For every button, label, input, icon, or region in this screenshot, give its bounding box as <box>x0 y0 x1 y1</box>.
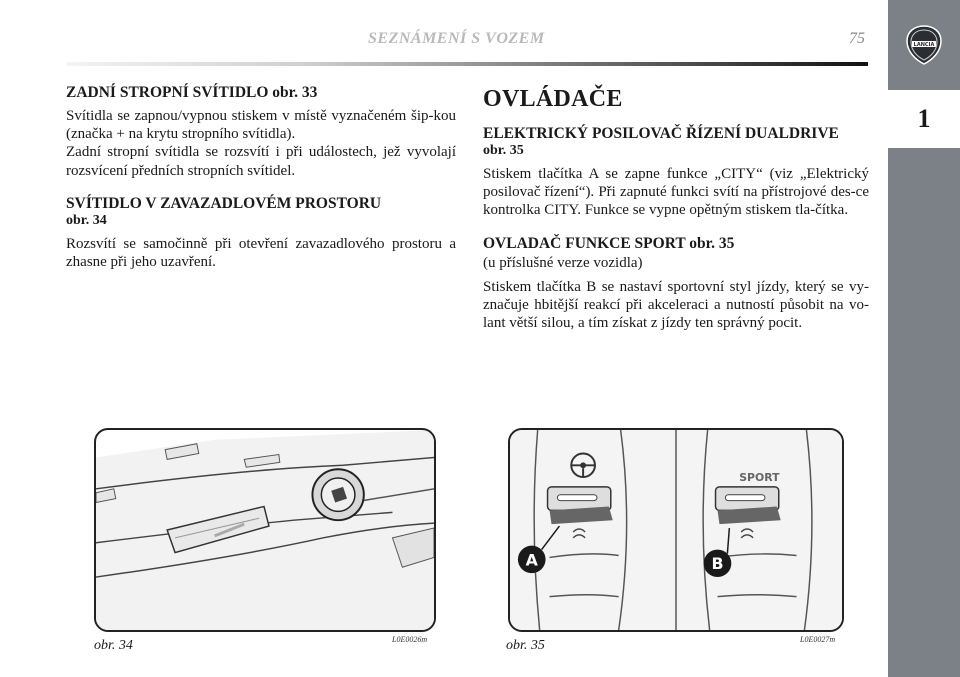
running-header-title: SEZNÁMENÍ S VOZEM <box>368 30 545 47</box>
sport-label: SPORT <box>739 471 780 484</box>
luggage-light-p1: Rozsvítí se samočinně při otevření zavazadlového prostoru a zhasne při jeho uzavření. <box>66 235 456 271</box>
button-b-label: B <box>711 554 724 574</box>
sport-p1: Stiskem tlačítka B se nastaví sportovní styl jízdy, který se vy-značuje hbitější reakcí při akceleraci a nutností působit na vo-lant větší silou, a tím získat z jízdy ten správný pocit. <box>483 278 869 332</box>
figure-34-caption: obr. 34 <box>94 638 133 653</box>
figure-34-code: L0E0026m <box>392 635 428 644</box>
rear-ceiling-light-p2: Zadní stropní svítidla se rozsvítí i při událostech, jež vyvolají rozsvícení předních stropních svítidel. <box>66 144 456 179</box>
figure-35-caption: obr. 35 <box>506 638 545 653</box>
svg-text:LANCIA: LANCIA <box>913 42 935 49</box>
rear-ceiling-light-title: ZADNÍ STROPNÍ SVÍTIDLO obr. 33 <box>66 84 318 101</box>
figure-34-illustration <box>94 428 436 632</box>
button-a-label: A <box>525 550 538 570</box>
page-number: 75 <box>849 30 865 47</box>
chapter-tab <box>888 90 960 148</box>
luggage-light-title-ref: obr. 34 <box>66 212 107 228</box>
sport-note: (u příslušné verze vozidla) <box>483 254 643 271</box>
dualdrive-title-ref: obr. 35 <box>483 143 524 158</box>
figure-35-code: L0E0027m <box>800 635 836 644</box>
left-column <box>66 84 456 271</box>
rear-ceiling-light-p1: Svítidla se zapnou/vypnou stiskem v místě vyznačeném šip-kou (značka + na krytu stropního svítidla). <box>66 108 456 143</box>
lancia-logo-icon <box>904 24 944 66</box>
luggage-light-title-text: SVÍTIDLO V ZAVAZADLOVÉM PROSTORU <box>66 194 382 212</box>
sport-title: OVLADAČ FUNKCE SPORT obr. 35 <box>483 234 735 252</box>
controls-heading: OVLÁDAČE <box>483 86 623 112</box>
header-rule <box>66 62 868 66</box>
dualdrive-p1: Stiskem tlačítka A se zapne funkce „CITY“ (viz „Elektrický posilovač řízení“). Při zapnuté funkci svítí na přístrojové des-ce kontrolka CITY. Funkce se vypne opětným stiskem tla-čítka. <box>483 166 869 219</box>
chapter-number: 1 <box>917 104 931 133</box>
dualdrive-title-text: ELEKTRICKÝ POSILOVAČ ŘÍZENÍ DUALDRIVE <box>483 125 839 142</box>
right-column <box>483 84 869 332</box>
figure-35-illustration <box>508 428 844 632</box>
luggage-light-title <box>66 195 456 229</box>
dualdrive-title <box>483 125 869 159</box>
